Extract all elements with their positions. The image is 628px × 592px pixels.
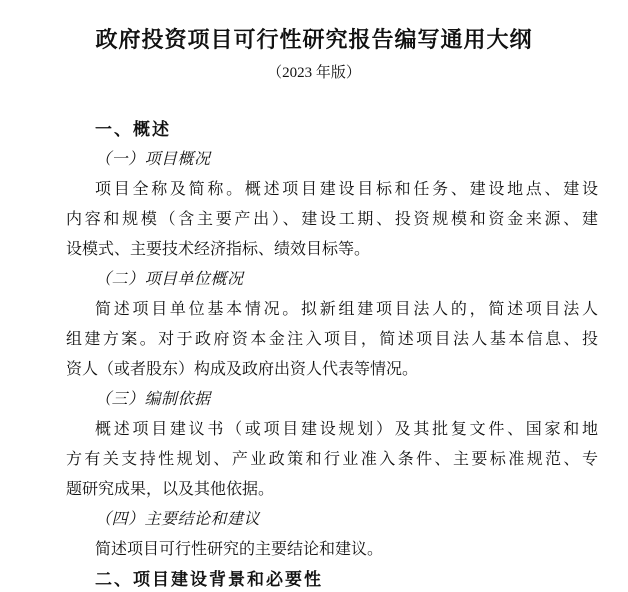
subsection-heading-project-unit: （二）项目单位概况	[95, 271, 244, 288]
subsection-heading-conclusions: （四）主要结论和建议	[95, 511, 261, 528]
paragraph-line: 方有关支持性规划、产业政策和行业准入条件、主要标准规范、专	[66, 451, 598, 468]
paragraph-line: 简述项目可行性研究的主要结论和建议。	[95, 541, 384, 558]
paragraph-line: 内容和规模（含主要产出）、建设工期、投资规模和资金来源、建	[66, 211, 598, 228]
paragraph-line: 项目全称及简称。概述项目建设目标和任务、建设地点、建设	[95, 181, 598, 198]
doc-subtitle: （2023 年版）	[267, 65, 361, 81]
doc-body	[66, 115, 598, 592]
paragraph-line: 简述项目单位基本情况。拟新组建项目法人的，简述项目法人	[95, 301, 598, 318]
subsection-heading-project-overview: （一）项目概况	[95, 151, 211, 168]
subsection-heading-compilation-basis: （三）编制依据	[95, 391, 211, 408]
paragraph-line: 组建方案。对于政府资本金注入项目，简述项目法人基本信息、投	[66, 331, 598, 348]
paragraph-line: 设模式、主要技术经济指标、绩效目标等。	[66, 241, 371, 258]
doc-title: 政府投资项目可行性研究报告编写通用大纲	[95, 27, 533, 52]
section-heading-background-necessity: 二、项目建设背景和必要性	[95, 570, 323, 589]
paragraph-line: 题研究成果，以及其他依据。	[66, 481, 275, 498]
paragraph-line: 资人（或者股东）构成及政府出资人代表等情况。	[66, 361, 419, 378]
paragraph-line: 概述项目建议书（或项目建设规划）及其批复文件、国家和地	[95, 421, 598, 438]
section-heading-overview: 一、概述	[95, 120, 171, 139]
